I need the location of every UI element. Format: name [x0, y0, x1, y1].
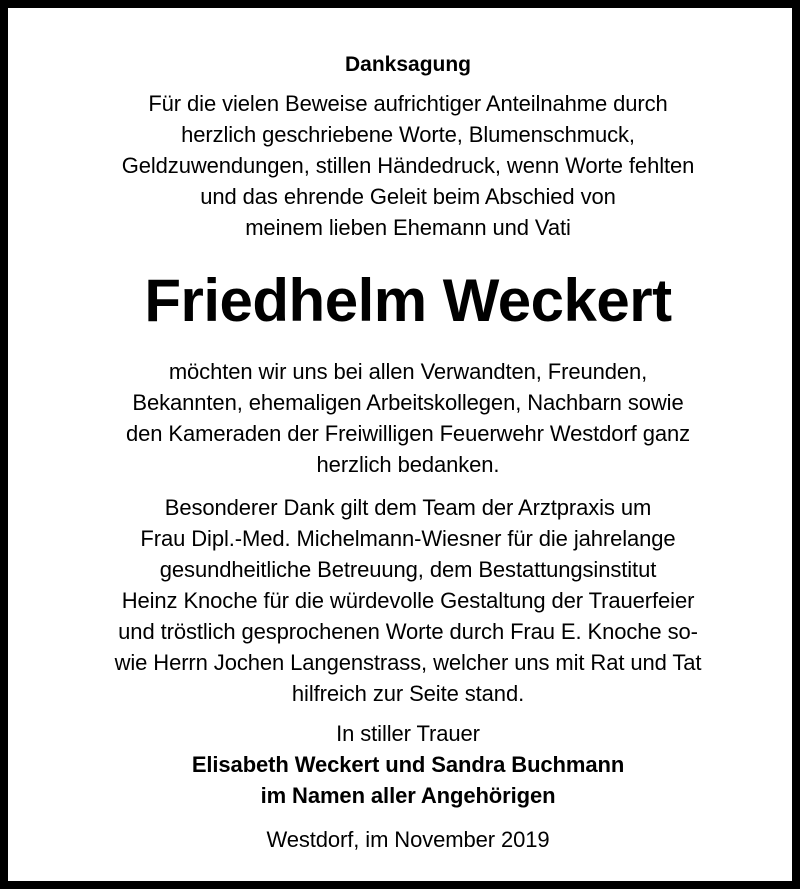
- deceased-name-block: [24, 266, 792, 336]
- closing-block: [24, 718, 792, 811]
- special-thanks-line: wie Herrn Jochen Langenstrass, welcher uns mit Rat und Tat: [114, 650, 702, 675]
- closing-line: In stiller Trauer: [336, 721, 480, 746]
- intro-line: Geldzuwendungen, stillen Händedruck, wenn Worte fehlten: [121, 153, 695, 178]
- thanks-line: herzlich bedanken.: [316, 452, 500, 477]
- thanks-paragraph: [24, 356, 792, 480]
- thanks-line: den Kameraden der Freiwilligen Feuerwehr Westdorf ganz: [125, 421, 691, 446]
- mourners-line: Elisabeth Weckert und Sandra Buchmann: [191, 752, 625, 777]
- special-thanks-line: Frau Dipl.-Med. Michelmann-Wiesner für die jahrelange: [140, 526, 676, 551]
- special-thanks-line: Besonderer Dank gilt dem Team der Arztpraxis um: [164, 495, 652, 520]
- intro-line: und das ehrende Geleit beim Abschied von: [200, 184, 616, 209]
- thanks-line: Bekannten, ehemaligen Arbeitskollegen, Nachbarn sowie: [132, 390, 684, 415]
- intro-paragraph: [24, 88, 792, 243]
- heading: Danksagung: [344, 53, 472, 76]
- heading-block: [24, 50, 792, 80]
- intro-line: Für die vielen Beweise aufrichtiger Anteilnahme durch: [148, 91, 668, 116]
- intro-line: meinem lieben Ehemann und Vati: [245, 215, 571, 240]
- special-thanks-line: hilfreich zur Seite stand.: [291, 681, 525, 706]
- place-date-block: [24, 824, 792, 855]
- deceased-name: Friedhelm Weckert: [144, 267, 672, 334]
- thanks-line: möchten wir uns bei allen Verwandten, Freunden,: [168, 359, 648, 384]
- mourners-line: im Namen aller Angehörigen: [260, 783, 556, 808]
- special-thanks-line: und tröstlich gesprochenen Worte durch Frau E. Knoche so-: [118, 619, 698, 644]
- intro-line: herzlich geschriebene Worte, Blumenschmuck,: [181, 122, 635, 147]
- special-thanks-line: gesundheitliche Betreuung, dem Bestattungsinstitut: [159, 557, 657, 582]
- special-thanks-line: Heinz Knoche für die würdevolle Gestaltung der Trauerfeier: [121, 588, 695, 613]
- place-date: Westdorf, im November 2019: [266, 827, 550, 852]
- special-thanks-paragraph: [24, 492, 792, 709]
